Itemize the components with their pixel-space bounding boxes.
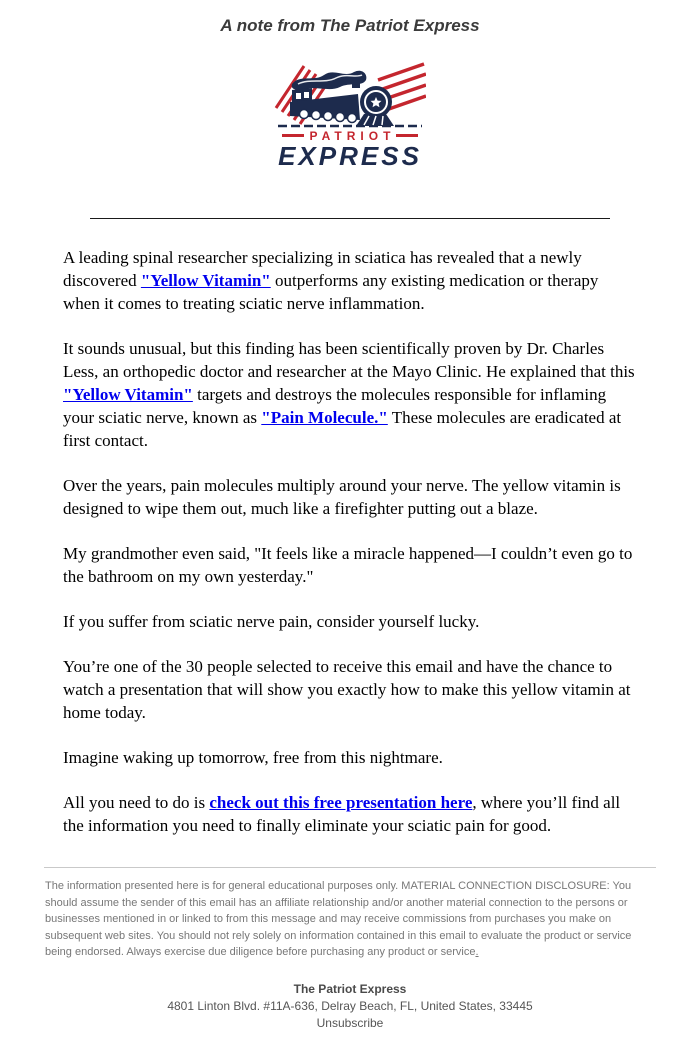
paragraph-1-text: A leading spinal researcher specializing in sciatica has revealed that a newly discovered [63, 248, 582, 290]
paragraph-8-text-2: , where you’ll find all the information you need to finally eliminate your sciatic pain for good. [63, 793, 621, 835]
paragraph-2-text: It sounds unusual, but this finding has been scientifically proven by Dr. Charles Less, an orthopedic doctor and researcher at the Mayo Clinic. He explained that this [63, 339, 635, 381]
logo-express-text: EXPRESS [278, 141, 422, 171]
paragraph-1 [63, 246, 637, 315]
patriot-dash-right-icon [396, 134, 418, 137]
footer-divider [44, 867, 656, 868]
paragraph-2 [63, 337, 637, 452]
footer-company-name: The Patriot Express [293, 981, 407, 996]
email-note-title: A note from The Patriot Express [220, 16, 480, 35]
paragraph-1-text-2: outperforms any existing medication or therapy when it comes to treating sciatic nerve inflammation. [63, 271, 599, 313]
free-presentation-link[interactable]: check out this free presentation here [209, 793, 473, 812]
pain-molecule-link[interactable]: "Pain Molecule." [261, 408, 388, 427]
patriot-express-logo [274, 62, 426, 170]
train-icon [274, 62, 426, 128]
disclaimer-text: The information presented here is for general educational purposes only. MATERIAL CONNECTION DISCLOSURE: You should assume the sender of this email has an affiliate relationship and/or another material connection to the persons or businesses mentioned in or linked to from this message and may receive commissions from purchases you make on subsequent web sites. You should not rely solely on information contained in this email to evaluate the product or service being endorsed. Always exercise due diligence before purchasing any product or service [45, 880, 632, 958]
email-body [63, 246, 637, 837]
paragraph-5: If you suffer from sciatic nerve pain, consider yourself lucky. [63, 612, 480, 631]
patriot-dash-left-icon [282, 134, 304, 137]
footer-postal-address: 4801 Linton Blvd. #11A-636, Delray Beach, FL, United States, 33445 [167, 998, 533, 1013]
paragraph-7: Imagine waking up tomorrow, free from this nightmare. [63, 748, 443, 767]
paragraph-6: You’re one of the 30 people selected to receive this email and have the chance to watch a presentation that will show you exactly how to make this yellow vitamin at home today. [63, 657, 631, 722]
paragraph-2-text-3: These molecules are eradicated at first contact. [63, 408, 622, 450]
logo-patriot-text: PATRIOT [309, 128, 396, 143]
paragraph-4: My grandmother even said, "It feels like a miracle happened—I couldn’t even go to the bathroom on my own yesterday." [63, 544, 633, 586]
paragraph-3: Over the years, pain molecules multiply around your nerve. The yellow vitamin is designed to wipe them out, much like a firefighter putting out a blaze. [63, 476, 621, 518]
legal-disclaimer [45, 878, 655, 961]
paragraph-8 [63, 791, 637, 837]
paragraph-2-text-2: targets and destroys the molecules responsible for inflaming your sciatic nerve, known as [63, 385, 607, 427]
footer-address-block [0, 981, 700, 1046]
unsubscribe-link[interactable]: Unsubscribe [316, 1015, 384, 1030]
disclaimer-end-period[interactable]: . [475, 946, 479, 958]
paragraph-8-text: All you need to do is [63, 793, 210, 812]
yellow-vitamin-link-1[interactable]: "Yellow Vitamin" [140, 271, 271, 290]
yellow-vitamin-link-2[interactable]: "Yellow Vitamin" [63, 385, 193, 404]
header-divider [90, 218, 610, 219]
